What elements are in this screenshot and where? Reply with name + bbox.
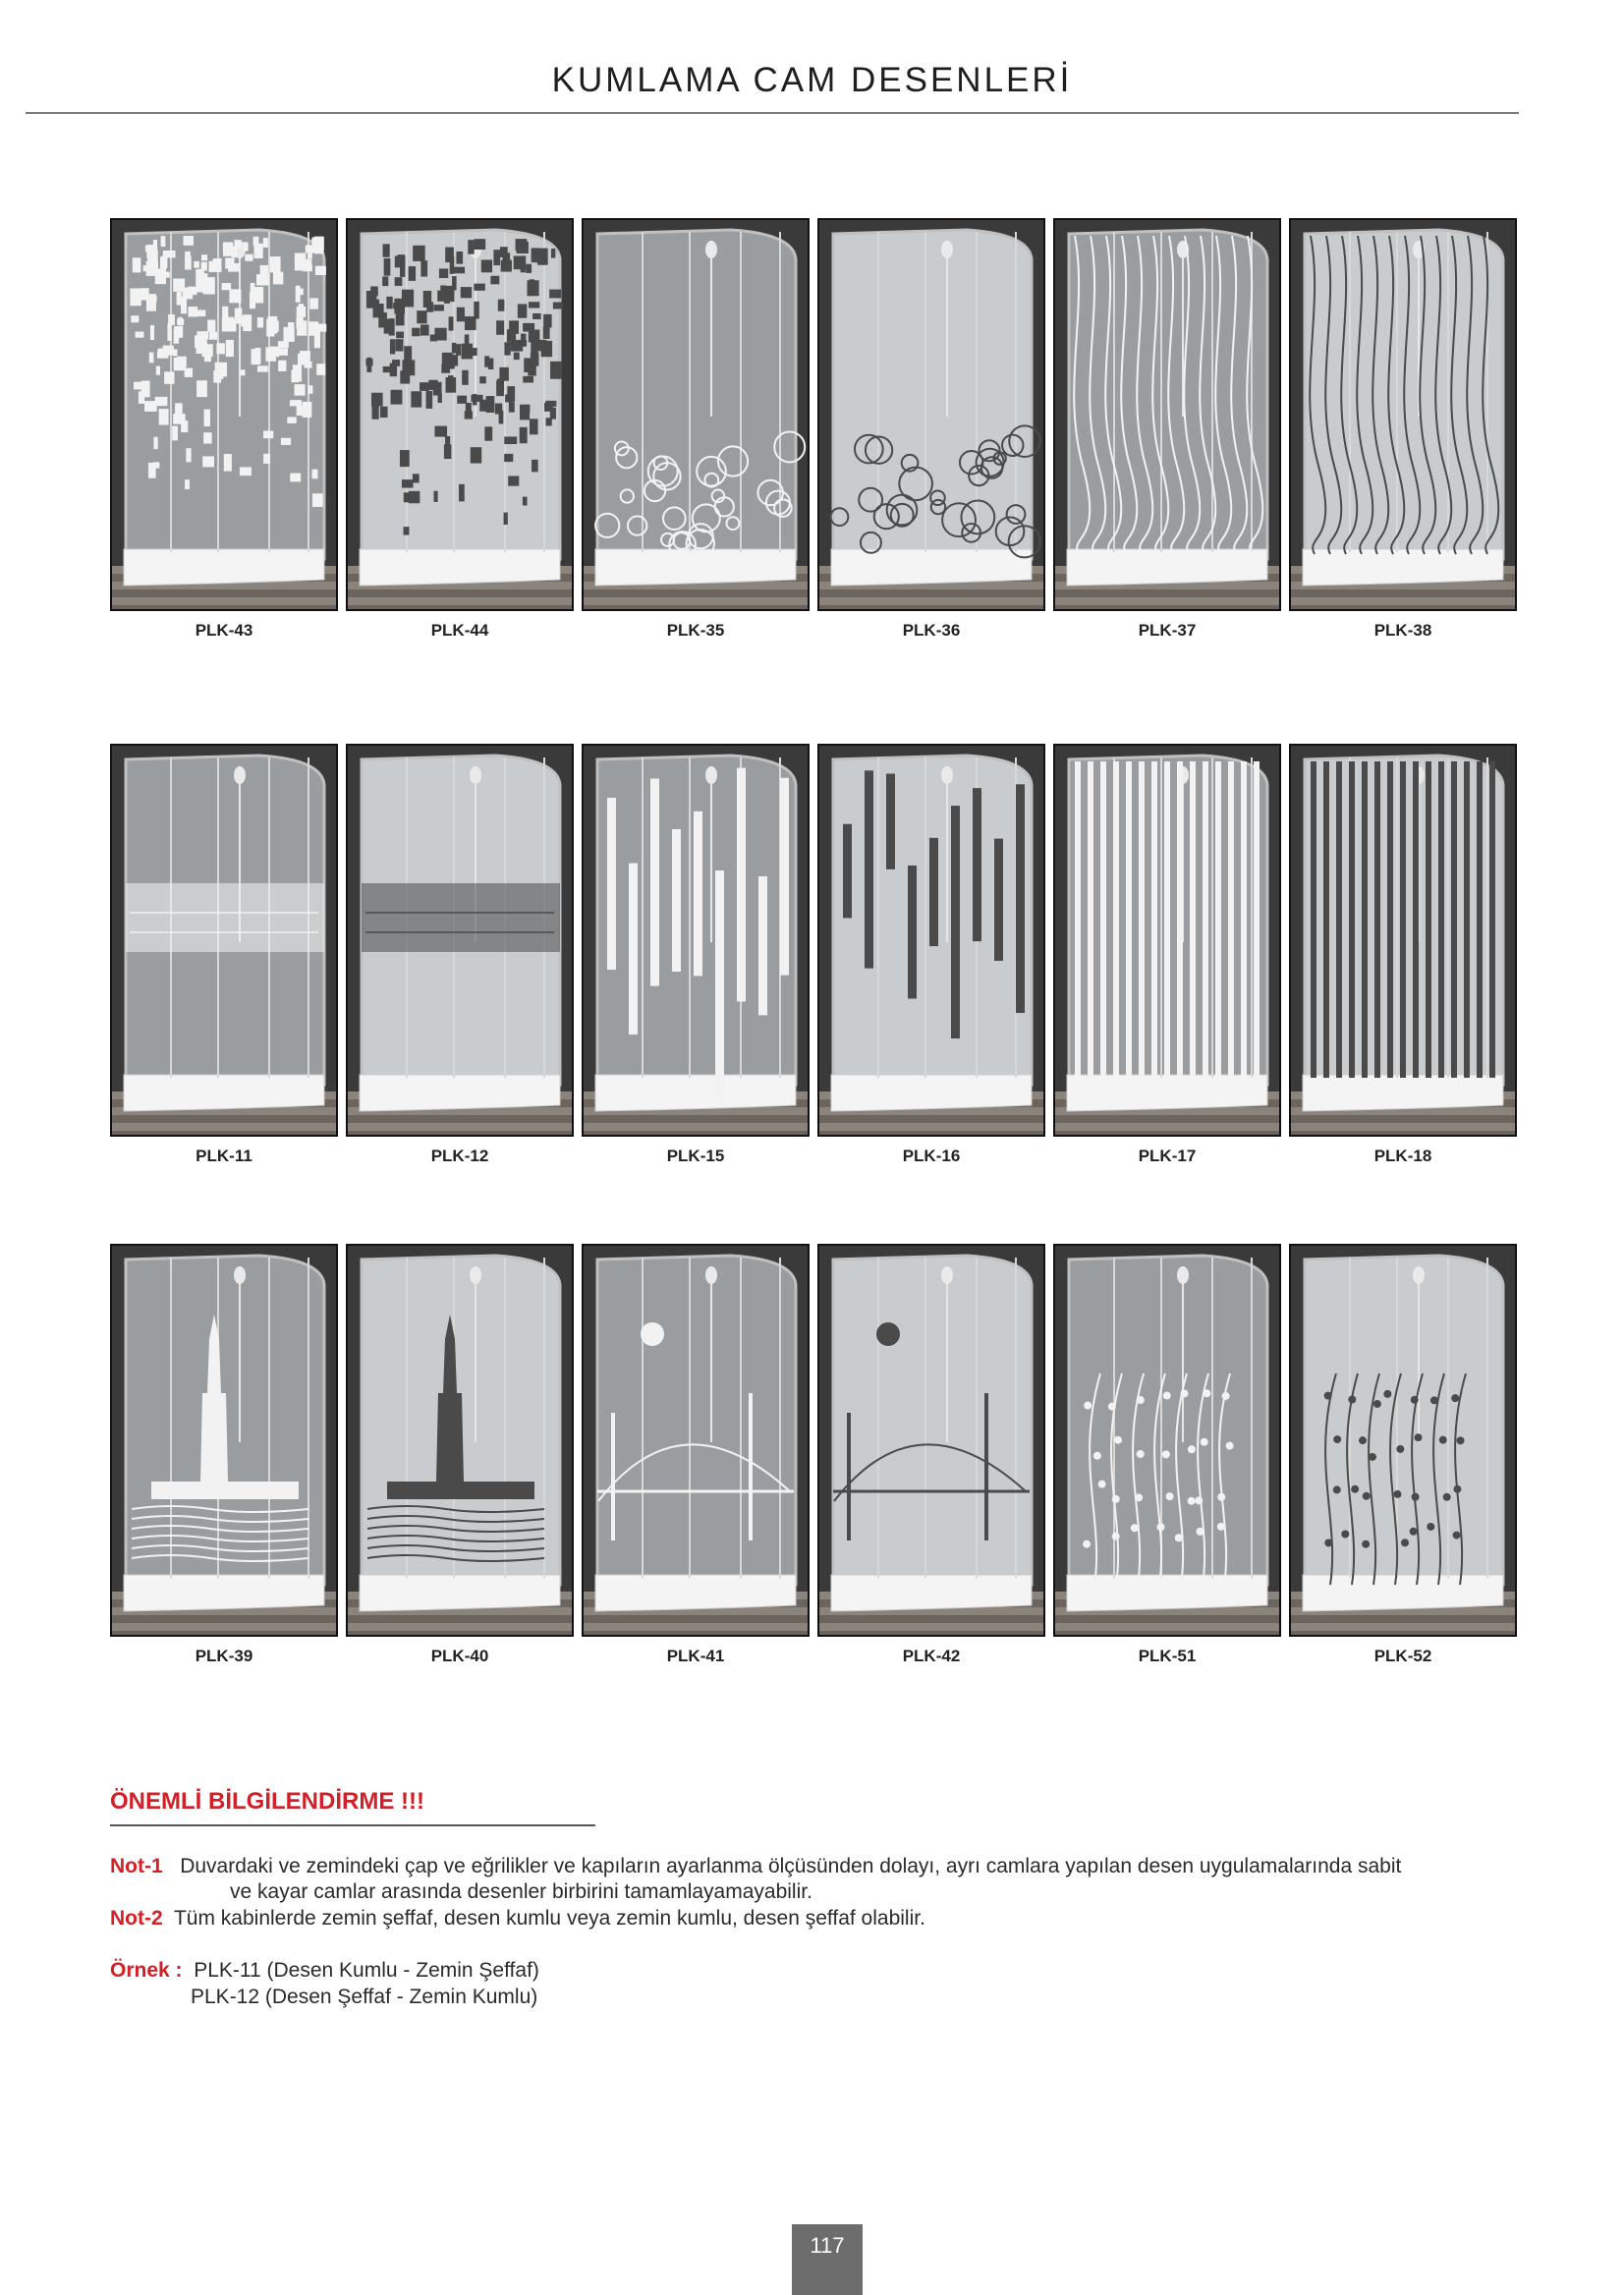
product-code: PLK-37 — [1138, 621, 1197, 640]
product-card[interactable] — [346, 1244, 574, 1676]
notice-title: ÖNEMLİ BİLGİLENDİRME !!! — [110, 1788, 424, 1815]
note-1-text-continued: ve kayar camlar arasında desenler birbirini tamamlayamayabilir. — [230, 1880, 812, 1903]
example-line-1 — [110, 1959, 539, 1983]
product-code: PLK-43 — [195, 621, 253, 640]
note-1-line-2 — [230, 1880, 812, 1904]
example-label: Örnek : — [110, 1959, 183, 1982]
shower-cabin-photo — [582, 1244, 810, 1637]
product-code: PLK-44 — [430, 621, 489, 640]
shower-cabin-photo — [817, 1244, 1045, 1637]
shower-cabin-photo — [1289, 1244, 1517, 1637]
product-code: PLK-41 — [666, 1647, 725, 1665]
product-card[interactable] — [1289, 1244, 1517, 1676]
product-card[interactable] — [817, 218, 1045, 650]
note-2-label: Not-2 — [110, 1907, 163, 1930]
shower-cabin-photo — [346, 218, 574, 611]
product-code: PLK-18 — [1373, 1147, 1432, 1165]
product-card[interactable] — [817, 744, 1045, 1176]
note-1-line-1 — [110, 1855, 1401, 1878]
note-1-text: Duvardaki ve zemindeki çap ve eğrilikler ve kapıların ayarlanma ölçüsünden dolayı, ayrı camlara yapılan desen uygulamalarında sabit — [180, 1855, 1402, 1877]
product-card[interactable] — [582, 744, 810, 1176]
product-code: PLK-38 — [1373, 621, 1432, 640]
product-code: PLK-39 — [195, 1647, 253, 1665]
shower-cabin-photo — [817, 218, 1045, 611]
product-card[interactable] — [1289, 218, 1517, 650]
shower-cabin-photo — [110, 218, 338, 611]
title-divider — [26, 112, 1519, 114]
example-text-1: PLK-11 (Desen Kumlu - Zemin Şeffaf) — [194, 1959, 539, 1982]
product-card[interactable] — [110, 744, 338, 1176]
notice-divider — [110, 1824, 595, 1826]
product-code: PLK-36 — [902, 621, 961, 640]
product-row — [110, 1244, 1517, 1676]
shower-cabin-photo — [1053, 744, 1281, 1137]
product-code: PLK-17 — [1138, 1147, 1197, 1165]
product-card[interactable] — [1053, 744, 1281, 1176]
product-card[interactable] — [817, 1244, 1045, 1676]
product-card[interactable] — [1053, 218, 1281, 650]
product-code: PLK-15 — [666, 1147, 725, 1165]
product-code: PLK-11 — [196, 1147, 252, 1165]
shower-cabin-photo — [346, 1244, 574, 1637]
shower-cabin-photo — [1289, 744, 1517, 1137]
product-code: PLK-12 — [430, 1147, 489, 1165]
shower-cabin-photo — [1053, 1244, 1281, 1637]
shower-cabin-photo — [1289, 218, 1517, 611]
note-2-line — [110, 1907, 925, 1931]
shower-cabin-photo — [817, 744, 1045, 1137]
shower-cabin-photo — [582, 744, 810, 1137]
example-line-2 — [191, 1986, 537, 2009]
product-row — [110, 218, 1517, 650]
product-code: PLK-35 — [666, 621, 725, 640]
product-card[interactable] — [1053, 1244, 1281, 1676]
shower-cabin-photo — [346, 744, 574, 1137]
shower-cabin-photo — [1053, 218, 1281, 611]
product-code: PLK-52 — [1373, 1647, 1432, 1665]
product-card[interactable] — [582, 218, 810, 650]
shower-cabin-photo — [110, 1244, 338, 1637]
note-1-label: Not-1 — [110, 1855, 163, 1877]
page-title: KUMLAMA CAM DESENLERİ — [551, 61, 1073, 99]
product-card[interactable] — [1289, 744, 1517, 1176]
product-code: PLK-42 — [902, 1647, 961, 1665]
product-card[interactable] — [110, 218, 338, 650]
shower-cabin-photo — [110, 744, 338, 1137]
page-number: 117 — [792, 2224, 863, 2295]
product-code: PLK-40 — [430, 1647, 489, 1665]
note-2-text: Tüm kabinlerde zemin şeffaf, desen kumlu veya zemin kumlu, desen şeffaf olabilir. — [173, 1907, 925, 1930]
product-card[interactable] — [346, 744, 574, 1176]
product-code: PLK-51 — [1138, 1647, 1197, 1665]
product-row — [110, 744, 1517, 1176]
example-text-2: PLK-12 (Desen Şeffaf - Zemin Kumlu) — [191, 1986, 538, 2008]
product-card[interactable] — [346, 218, 574, 650]
product-code: PLK-16 — [902, 1147, 961, 1165]
product-card[interactable] — [110, 1244, 338, 1676]
shower-cabin-photo — [582, 218, 810, 611]
product-card[interactable] — [582, 1244, 810, 1676]
